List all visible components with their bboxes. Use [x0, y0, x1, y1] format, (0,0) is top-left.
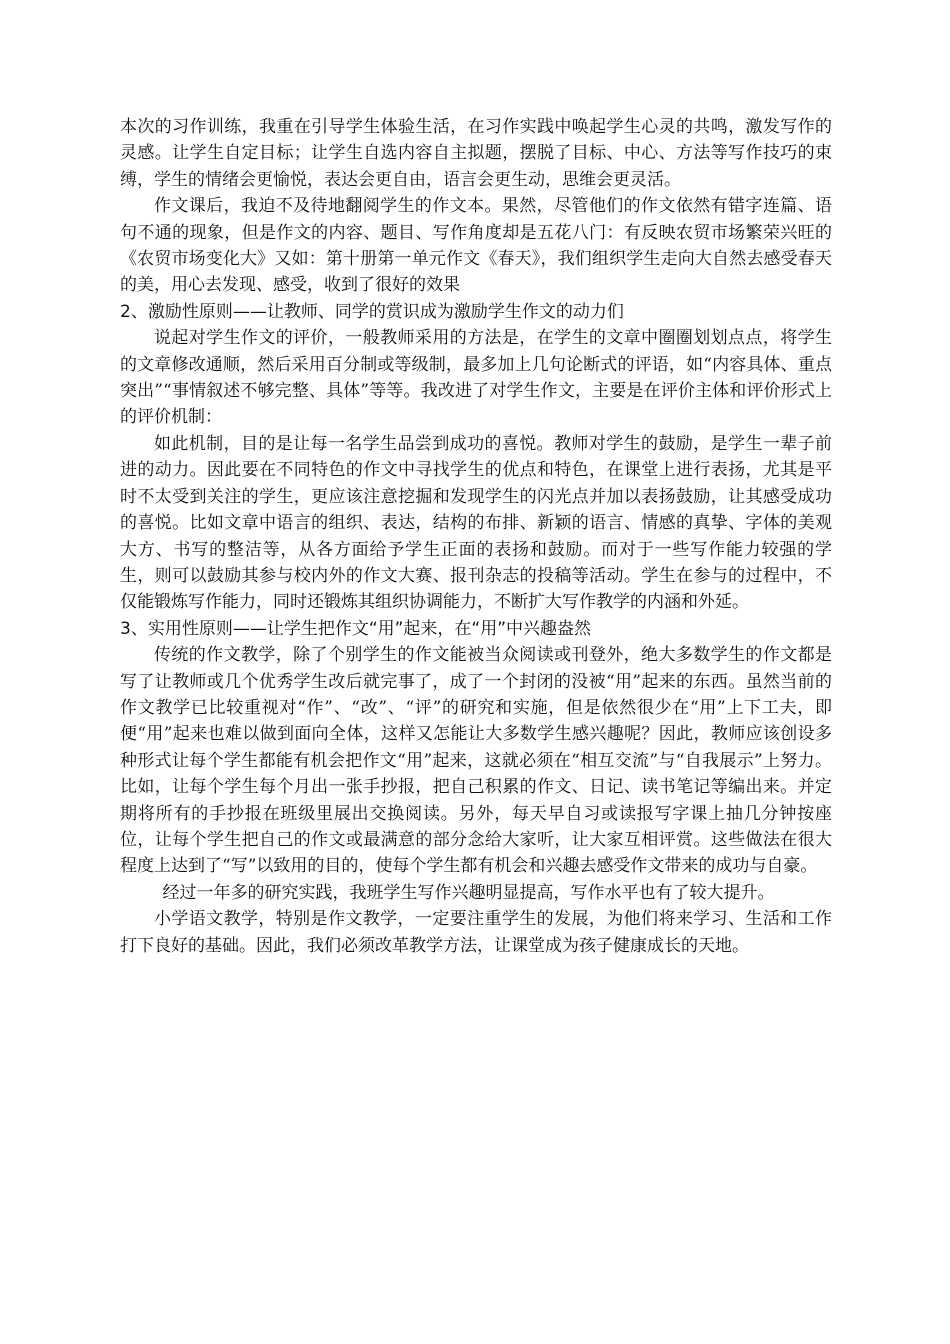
section-heading-2: 2、激励性原则——让教师、同学的赏识成为激励学生作文的动力们: [120, 301, 624, 322]
paragraph-after-class: 作文课后，我迫不及待地翻阅学生的作文本。果然，尽管他们的作文依然有错字连篇、语句不通的现象，但是作文的内容、题目、写作角度却是五花八门：有反映农贸市场繁荣兴旺的《农贸市场变化大》又如：第十册第一单元作文《春天》，我们组织学生走向大自然去感受春天的美，用心去发现、感受，收到了很好的效果: [120, 196, 832, 296]
paragraph-conclusion: 小学语文教学，特别是作文教学，一定要注重学生的发展，为他们将来学习、生活和工作打下良好的基础。因此，我们必须改革教学方法，让课堂成为孩子健康成长的天地。: [120, 909, 832, 956]
document-body: [120, 114, 832, 959]
paragraph-traditional: 传统的作文教学，除了个别学生的作文能被当众阅读或刊登外，绝大多数学生的作文都是写了让教师或几个优秀学生改后就完事了，成了一个封闭的没被“用”起来的东西。虽然当前的作文教学已比较重视对“作”、“改”、“评”的研究和实施，但是依然很少在“用”上下工夫，即便“用”起来也难以做到面向全体，这样又怎能让大多数学生感兴趣呢？因此，教师应该创设多种形式让每个学生都能有机会把作文“用”起来，这就必须在“相互交流”与“自我展示”上努力。比如，让每个学生每个月出一张手抄报，把自己积累的作文、日记、读书笔记等编出来。并定期将所有的手抄报在班级里展出交换阅读。另外，每天早自习或读报写字课上抽几分钟按座位，让每个学生把自己的作文或最满意的部分念给大家听，让大家互相评赏。这些做法在很大程度上达到了“写”以致用的目的，使每个学生都有机会和兴趣去感受作文带来的成功与自豪。: [120, 645, 832, 877]
paragraph-intro: 本次的习作训练，我重在引导学生体验生活，在习作实践中唤起学生心灵的共鸣，激发写作的灵感。让学生自定目标；让学生自选内容自主拟题，摆脱了目标、中心、方法等写作技巧的束缚，学生的情绪会更愉悦，表达会更自由，语言会更生动，思维会更灵活。: [120, 117, 832, 190]
section-heading-3: 3、实用性原则——让学生把作文“用”起来，在“用”中兴趣盎然: [120, 618, 592, 639]
paragraph-result: 经过一年多的研究实践，我班学生写作兴趣明显提高，写作水平也有了较大提升。: [162, 882, 775, 903]
paragraph-evaluation: 说起对学生作文的评价，一般教师采用的方法是，在学生的文章中圈圈划划点点，将学生的文章修改通顺，然后采用百分制或等级制，最多加上几句论断式的评语，如“内容具体、重点突出”“事情叙述不够完整、具体”等等。我改进了对学生作文，主要是在评价主体和评价形式上的评价机制：: [120, 328, 832, 428]
paragraph-mechanism: 如此机制，目的是让每一名学生品尝到成功的喜悦。教师对学生的鼓励，是学生一辈子前进的动力。因此要在不同特色的作文中寻找学生的优点和特色，在课堂上进行表扬，尤其是平时不太受到关注的学生，更应该注意挖掘和发现学生的闪光点并加以表扬鼓励，让其感受成功的喜悦。比如文章中语言的组织、表达，结构的布排、新颖的语言、情感的真挚、字体的美观大方、书写的整洁等，从各方面给予学生正面的表扬和鼓励。而对于一些写作能力较强的学生，则可以鼓励其参与校内外的作文大赛、报刊杂志的投稿等活动。学生在参与的过程中，不仅能锻炼写作能力，同时还锻炼其组织协调能力，不断扩大写作教学的内涵和外延。: [120, 433, 832, 613]
